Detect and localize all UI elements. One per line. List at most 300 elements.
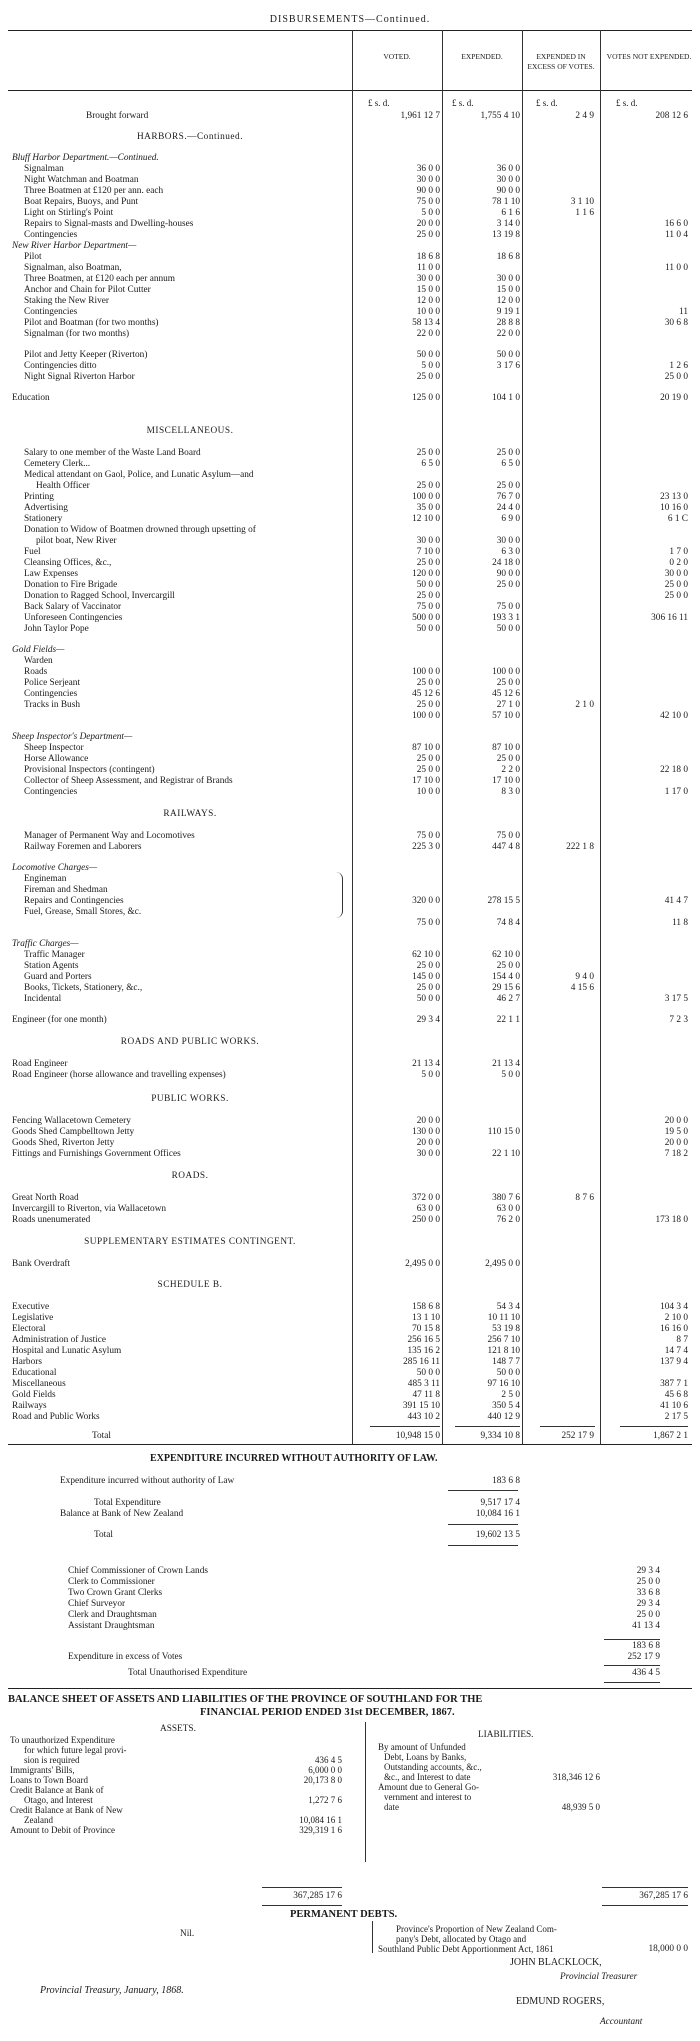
expended-value: 21 13 4 (492, 1059, 520, 1069)
voted-value: 75 0 0 (416, 918, 440, 928)
unauth-item-value: 33 6 8 (636, 1588, 660, 1598)
debt-line: Southland Public Debt Apportionment Act, 1861 (378, 1944, 554, 1954)
row-label: Fuel, Grease, Small Stores, &c. (24, 907, 142, 917)
voted-value: 18 6 8 (416, 252, 440, 262)
row-label: Fittings and Furnishings Government Offices (12, 1149, 181, 1159)
section-heading: SCHEDULE B. (157, 1280, 223, 1290)
items-subtotal: 183 6 8 (632, 1641, 660, 1651)
expended-value: 29 15 6 (492, 983, 520, 993)
voted-value: 70 15 8 (412, 1324, 440, 1334)
row-label: Donation to Widow of Boatmen drowned through upsetting of (24, 525, 256, 535)
expended-value: 17 10 0 (492, 776, 520, 786)
row-label: Roads (24, 667, 48, 677)
balance-label: Balance at Bank of New Zealand (60, 1509, 184, 1519)
row-label: Miscellaneous (12, 1379, 66, 1389)
header-rule (8, 30, 692, 31)
asset-value: 20,173 8 0 (303, 1775, 342, 1785)
subsection-heading: Bluff Harbor Department.—Continued. (12, 153, 159, 163)
balance-sheet-title-2: FINANCIAL PERIOD ENDED 31st DECEMBER, 1867. (200, 1707, 455, 1718)
row-label: Roads unenumerated (12, 1215, 91, 1225)
row-label: Provisional Inspectors (contingent) (24, 765, 155, 775)
voted-value: 75 0 0 (416, 197, 440, 207)
signatory-2-title: Accountant (600, 2017, 643, 2027)
asset-label: Loans to Town Board (10, 1775, 88, 1785)
row-label: Pilot (24, 252, 42, 262)
voted-value: 100 0 0 (412, 711, 440, 721)
expended-value: 440 12 9 (487, 1412, 520, 1422)
expended-value: 62 10 0 (492, 950, 520, 960)
row-label: Sheep Inspector (24, 743, 84, 753)
voted-value: 15 0 0 (416, 285, 440, 295)
balance-sheet-title-1: BALANCE SHEET OF ASSETS AND LIABILITIES OF THE PROVINCE OF SOUTHLAND FOR THE (8, 1694, 483, 1705)
voted-value: 391 15 10 (402, 1401, 440, 1411)
voted-value: 47 11 8 (412, 1390, 440, 1400)
expended-value: 30 0 0 (496, 175, 520, 185)
expended-value: 12 0 0 (496, 296, 520, 306)
row-label: Brought forward (86, 111, 149, 121)
voted-value: 2,495 0 0 (405, 1259, 440, 1269)
voted-value: 50 0 0 (416, 1368, 440, 1378)
voted-value: 25 0 0 (416, 961, 440, 971)
voted-value: 25 0 0 (416, 700, 440, 710)
row-label: Manager of Permanent Way and Locomotives (24, 831, 195, 841)
liability-label: Debt, Loans by Banks, (384, 1752, 467, 1762)
expended-value: 350 5 4 (492, 1401, 520, 1411)
section-rule (8, 1688, 692, 1689)
row-label: Road Engineer (horse allowance and travelling expenses) (12, 1070, 226, 1080)
voted-value: 75 0 0 (416, 831, 440, 841)
asset-value: 10,084 16 1 (299, 1815, 342, 1825)
column-header-expended: EXPENDED. (461, 52, 503, 61)
not-expended-value: 30 6 8 (664, 318, 688, 328)
row-label: Legislative (12, 1313, 54, 1323)
voted-value: 158 6 8 (412, 1302, 440, 1312)
rule (604, 1639, 660, 1640)
assets-total: 367,285 17 6 (293, 1891, 342, 1901)
expended-value: 75 0 0 (496, 831, 520, 841)
not-expended-value: 11 8 (672, 918, 688, 928)
voted-value: 500 0 0 (412, 613, 440, 623)
voted-value: 25 0 0 (416, 230, 440, 240)
voted-value: 145 0 0 (412, 972, 440, 982)
expended-value: 2 2 0 (501, 765, 520, 775)
voted-value: 135 16 2 (407, 1346, 440, 1356)
row-label: Traffic Manager (24, 950, 85, 960)
row-label: John Taylor Pope (24, 624, 89, 634)
voted-value: 7 10 0 (416, 547, 440, 557)
row-label: Signalman (24, 164, 64, 174)
liabilities-total: 367,285 17 6 (639, 1891, 688, 1901)
bracket (336, 872, 343, 918)
expended-value: 25 0 0 (496, 961, 520, 971)
voted-value: 45 12 6 (412, 689, 440, 699)
excess-value: 252 17 9 (627, 1652, 660, 1662)
row-label: Cemetery Clerk... (24, 459, 91, 469)
table-bottom-rule (8, 1444, 692, 1445)
row-label: Signalman (for two months) (24, 329, 130, 339)
not-expended-value: 25 0 0 (664, 580, 688, 590)
excess-value: 4 15 6 (570, 983, 594, 993)
col-divider-3 (522, 30, 523, 1444)
voted-value: 50 0 0 (416, 350, 440, 360)
voted-value: 5 0 0 (421, 361, 440, 371)
row-label: Donation to Ragged School, Invercargill (24, 591, 175, 601)
row-label: Contingencies (24, 787, 78, 797)
row-label: Electoral (12, 1324, 46, 1334)
asset-label: To unauthorized Expenditure (10, 1735, 115, 1745)
expended-value: 78 1 10 (492, 197, 520, 207)
subsection-heading: Locomotive Charges— (12, 863, 98, 873)
grand-total-value: 19,602 13 5 (475, 1530, 520, 1540)
total-expenditure-value: 9,517 17 4 (480, 1498, 520, 1508)
row-label: Engineer (for one month) (12, 1015, 107, 1025)
row-label: Three Boatmen, at £120 each per annum (24, 274, 176, 284)
not-expended-value: 7 2 3 (669, 1015, 688, 1025)
not-expended-value: 11 0 0 (665, 263, 688, 273)
row-label: Health Officer (36, 481, 90, 491)
not-expended-value: 208 12 6 (655, 111, 688, 121)
not-expended-value: 10 16 0 (660, 503, 688, 513)
row-label: Goods Shed Campbelltown Jetty (12, 1127, 135, 1137)
not-expended-value: 104 3 4 (660, 1302, 688, 1312)
expended-value: 121 8 10 (487, 1346, 520, 1356)
not-expended-value: 11 0 4 (665, 230, 688, 240)
permanent-debts-nil: Nil. (180, 1929, 195, 1939)
footer-date: Provincial Treasury, January, 1868. (40, 1985, 184, 1996)
expended-value: 74 8 4 (496, 918, 520, 928)
not-expended-value: 42 10 0 (660, 711, 688, 721)
rule (602, 1887, 688, 1888)
unauth-item-label: Assistant Draughtsman (68, 1621, 155, 1631)
not-expended-value: 2 17 5 (664, 1412, 688, 1422)
row-label: Executive (12, 1302, 50, 1312)
currency-voted: £ s. d. (368, 98, 390, 108)
expended-value: 1,755 4 10 (480, 111, 520, 121)
row-label: Railway Foremen and Laborers (24, 842, 142, 852)
expended-value: 63 0 0 (496, 1204, 520, 1214)
expended-value: 193 3 1 (492, 613, 520, 623)
not-expended-value: 0 2 0 (669, 558, 688, 568)
without-authority-label: Expenditure incurred without authority of Law (60, 1476, 235, 1486)
unauthorised-title: EXPENDITURE INCURRED WITHOUT AUTHORITY OF LAW. (150, 1453, 438, 1464)
total-rule (540, 1426, 595, 1427)
unauth-item-value: 41 13 4 (632, 1621, 660, 1631)
row-label: Salary to one member of the Waste Land Board (24, 448, 201, 458)
unauth-item-value: 29 3 4 (636, 1599, 660, 1609)
expended-value: 9,334 10 8 (480, 1431, 520, 1441)
expended-value: 30 0 0 (496, 274, 520, 284)
total-rule (620, 1426, 688, 1427)
voted-value: 75 0 0 (416, 602, 440, 612)
voted-value: 100 0 0 (412, 667, 440, 677)
expended-value: 75 0 0 (496, 602, 520, 612)
row-label: Night Watchman and Boatman (24, 175, 139, 185)
not-expended-value: 306 16 11 (651, 613, 688, 623)
row-label: Pilot and Jetty Keeper (Riverton) (24, 350, 148, 360)
voted-value: 50 0 0 (416, 580, 440, 590)
row-label: Advertising (24, 503, 68, 513)
subsection-heading: New River Harbor Department— (12, 241, 137, 251)
voted-value: 25 0 0 (416, 983, 440, 993)
excess-value: 8 7 6 (575, 1193, 594, 1203)
row-label: Educational (12, 1368, 57, 1378)
excess-value: 1 1 6 (575, 208, 594, 218)
expended-value: 22 1 10 (492, 1149, 520, 1159)
voted-value: 22 0 0 (416, 329, 440, 339)
voted-value: 25 0 0 (416, 591, 440, 601)
voted-value: 50 0 0 (416, 624, 440, 634)
balance-value: 10,084 16 1 (475, 1509, 520, 1519)
liability-label: By amount of Unfunded (378, 1742, 466, 1752)
col-divider-4 (600, 30, 601, 1444)
not-expended-value: 387 7 1 (660, 1379, 688, 1389)
liability-value: 48,939 5 0 (561, 1802, 600, 1812)
voted-value: 25 0 0 (416, 558, 440, 568)
row-label: Great North Road (12, 1193, 79, 1203)
asset-value: 329,319 1 6 (299, 1825, 342, 1835)
row-label: Stationery (24, 514, 63, 524)
expended-value: 18 6 8 (496, 252, 520, 262)
expended-value: 380 7 6 (492, 1193, 520, 1203)
not-expended-value: 25 0 0 (664, 591, 688, 601)
excess-value: 2 4 9 (575, 111, 594, 121)
expended-value: 50 0 0 (496, 1368, 520, 1378)
expended-value: 54 3 4 (496, 1302, 520, 1312)
signatory-2-name: EDMUND ROGERS, (516, 1996, 605, 2007)
assets-heading: ASSETS. (160, 1724, 196, 1734)
row-label: Printing (24, 492, 54, 502)
rule (262, 1887, 342, 1888)
row-label: Warden (24, 656, 53, 666)
liability-label: date (384, 1802, 399, 1812)
currency-expended: £ s. d. (452, 98, 474, 108)
row-label: Pilot and Boatman (for two months) (24, 318, 159, 328)
unauth-item-label: Chief Commissioner of Crown Lands (68, 1566, 208, 1576)
row-label: Signalman, also Boatman, (24, 263, 122, 273)
voted-value: 30 0 0 (416, 175, 440, 185)
page-header: DISBURSEMENTS—Continued. (269, 14, 431, 25)
voted-value: 25 0 0 (416, 765, 440, 775)
asset-value: 436 4 5 (315, 1755, 342, 1765)
expended-value: 3 14 0 (496, 219, 520, 229)
row-label: Guard and Porters (24, 972, 92, 982)
not-expended-value: 23 13 0 (660, 492, 688, 502)
row-label: Gold Fields (12, 1390, 56, 1400)
expended-value: 9 19 1 (496, 307, 520, 317)
expended-value: 104 1 0 (492, 393, 520, 403)
expended-value: 10 11 10 (487, 1313, 520, 1323)
excess-label: Expenditure in excess of Votes (68, 1652, 183, 1662)
unauth-item-label: Clerk and Draughtsman (68, 1610, 157, 1620)
expended-value: 2,495 0 0 (485, 1259, 520, 1269)
not-expended-value: 22 18 0 (660, 765, 688, 775)
balance-divider (365, 1722, 366, 1862)
asset-label: Immigrants' Bills, (10, 1765, 75, 1775)
voted-value: 58 13 4 (412, 318, 440, 328)
excess-value: 222 1 8 (566, 842, 594, 852)
expended-value: 53 19 8 (492, 1324, 520, 1334)
voted-value: 20 0 0 (416, 1116, 440, 1126)
liabilities-heading: LIABILITIES. (478, 1730, 534, 1740)
expended-value: 28 8 8 (496, 318, 520, 328)
row-label: Law Expenses (24, 569, 78, 579)
expended-value: 256 7 10 (487, 1335, 520, 1345)
liability-label: Outstanding accounts, &c., (384, 1762, 482, 1772)
row-label: Hospital and Lunatic Asylum (12, 1346, 122, 1356)
unauth-item-label: Clerk to Commissioner (68, 1577, 155, 1587)
row-label: Unforeseen Contingencies (24, 613, 123, 623)
not-expended-value: 30 0 0 (664, 569, 688, 579)
debt-line: pany's Debt, allocated by Otago and (396, 1934, 527, 1944)
row-label: Incidental (24, 994, 62, 1004)
rule (602, 1905, 688, 1906)
voted-value: 250 0 0 (412, 1215, 440, 1225)
asset-label: Amount to Debit of Province (10, 1825, 115, 1835)
excess-value: 9 4 0 (575, 972, 594, 982)
row-label: Cleansing Offices, &c., (24, 558, 112, 568)
section-heading: MISCELLANEOUS. (146, 426, 234, 436)
unauth-item-value: 29 3 4 (636, 1566, 660, 1576)
asset-label: Otago, and Interest (24, 1795, 93, 1805)
voted-value: 256 16 5 (407, 1335, 440, 1345)
unauth-item-value: 25 0 0 (636, 1610, 660, 1620)
voted-value: 130 0 0 (412, 1127, 440, 1137)
excess-value: 2 1 0 (575, 700, 594, 710)
not-expended-value: 1 7 0 (669, 547, 688, 557)
voted-value: 225 3 0 (412, 842, 440, 852)
row-label: Donation to Fire Brigade (24, 580, 118, 590)
section-heading: PUBLIC WORKS. (151, 1094, 229, 1104)
excess-value: 3 1 10 (570, 197, 594, 207)
voted-value: 372 0 0 (412, 1193, 440, 1203)
expended-value: 6 9 0 (501, 514, 520, 524)
row-label: Tracks in Bush (24, 700, 80, 710)
expended-value: 50 0 0 (496, 350, 520, 360)
voted-value: 6 5 0 (421, 459, 440, 469)
signatory-1-name: JOHN BLACKLOCK, (510, 1957, 602, 1968)
voted-value: 50 0 0 (416, 994, 440, 1004)
debts-divider (372, 1921, 373, 1953)
expended-value: 278 15 5 (487, 896, 520, 906)
asset-label: sion is required (24, 1755, 80, 1765)
row-label: Goods Shed, Riverton Jetty (12, 1138, 115, 1148)
expended-value: 6 1 6 (501, 208, 520, 218)
voted-value: 36 0 0 (416, 164, 440, 174)
unauth-item-label: Chief Surveyor (68, 1599, 126, 1609)
expended-value: 57 10 0 (492, 711, 520, 721)
expended-value: 25 0 0 (496, 580, 520, 590)
voted-value: 320 0 0 (412, 896, 440, 906)
not-expended-value: 14 7 4 (664, 1346, 688, 1356)
asset-label: Credit Balance at Bank of (10, 1785, 104, 1795)
expended-value: 24 4 0 (496, 503, 520, 513)
unauth-item-value: 25 0 0 (636, 1577, 660, 1587)
expended-value: 30 0 0 (496, 536, 520, 546)
not-expended-value: 19 5 0 (664, 1127, 688, 1137)
section-heading: RAILWAYS. (163, 809, 217, 819)
not-expended-value: 16 16 0 (660, 1324, 688, 1334)
row-label: Anchor and Chain for Pilot Cutter (24, 285, 151, 295)
expended-value: 8 3 0 (501, 787, 520, 797)
liability-label: &c., and Interest to date (384, 1772, 471, 1782)
voted-value: 87 10 0 (412, 743, 440, 753)
asset-label: Credit Balance at Bank of New (10, 1805, 123, 1815)
voted-value: 25 0 0 (416, 372, 440, 382)
not-expended-value: 2 10 0 (664, 1313, 688, 1323)
subsection-heading: Gold Fields— (12, 645, 65, 655)
asset-label: Zealand (24, 1815, 53, 1825)
expended-value: 148 7 7 (492, 1357, 520, 1367)
not-expended-value: 16 6 0 (664, 219, 688, 229)
not-expended-value: 137 9 4 (660, 1357, 688, 1367)
not-expended-value: 173 18 0 (655, 1215, 688, 1225)
row-label: pilot boat, New River (36, 536, 117, 546)
col-divider-2 (442, 30, 443, 1444)
expended-value: 6 5 0 (501, 459, 520, 469)
voted-value: 29 3 4 (416, 1015, 440, 1025)
rule (604, 1682, 660, 1683)
without-authority-value: 183 6 8 (492, 1476, 520, 1486)
total-expenditure-label: Total Expenditure (94, 1498, 161, 1508)
expended-value: 76 7 0 (496, 492, 520, 502)
rule (448, 1490, 518, 1491)
expended-value: 25 0 0 (496, 754, 520, 764)
voted-value: 10 0 0 (416, 787, 440, 797)
row-label: Harbors (12, 1357, 42, 1367)
section-heading: HARBORS.—Continued. (136, 132, 244, 142)
debt-line: Province's Proportion of New Zealand Com- (396, 1924, 557, 1934)
total-unauth-label: Total Unauthorised Expenditure (128, 1668, 248, 1678)
row-label: Back Salary of Vaccinator (24, 602, 122, 612)
total-rule (455, 1426, 520, 1427)
voted-value: 485 3 11 (407, 1379, 440, 1389)
voted-value: 90 0 0 (416, 186, 440, 196)
voted-value: 25 0 0 (416, 481, 440, 491)
not-expended-value: 1 17 0 (664, 787, 688, 797)
asset-label: for which future legal provi- (24, 1745, 127, 1755)
voted-value: 5 0 0 (421, 208, 440, 218)
voted-value: 25 0 0 (416, 678, 440, 688)
voted-value: 25 0 0 (416, 754, 440, 764)
expended-value: 90 0 0 (496, 186, 520, 196)
not-expended-value: 25 0 0 (664, 372, 688, 382)
expended-value: 25 0 0 (496, 678, 520, 688)
section-heading: ROADS. (171, 1171, 209, 1181)
expended-value: 36 0 0 (496, 164, 520, 174)
row-label: Books, Tickets, Stationery, &c., (24, 983, 143, 993)
not-expended-value: 20 19 0 (660, 393, 688, 403)
voted-value: 30 0 0 (416, 1149, 440, 1159)
rule (262, 1905, 342, 1906)
row-label: Horse Allowance (24, 754, 89, 764)
row-label: Collector of Sheep Assessment, and Registrar of Brands (24, 776, 233, 786)
voted-value: 12 10 0 (412, 514, 440, 524)
liability-label: Amount due to General Go- (378, 1782, 479, 1792)
not-expended-value: 1 2 6 (669, 361, 688, 371)
expended-value: 87 10 0 (492, 743, 520, 753)
voted-value: 17 10 0 (412, 776, 440, 786)
total-unauth-value: 436 4 5 (632, 1668, 660, 1678)
expended-value: 45 12 6 (492, 689, 520, 699)
row-label: Light on Stirling's Point (24, 208, 114, 218)
column-header-not-expended: VOTES NOT EXPENDED. (606, 52, 692, 61)
row-label: Fireman and Shedman (24, 885, 108, 895)
row-label: Road Engineer (12, 1059, 68, 1069)
row-label: Repairs and Contingencies (24, 896, 124, 906)
voted-value: 11 0 0 (417, 263, 440, 273)
rule (604, 1665, 660, 1666)
asset-value: 1,272 7 6 (308, 1795, 342, 1805)
